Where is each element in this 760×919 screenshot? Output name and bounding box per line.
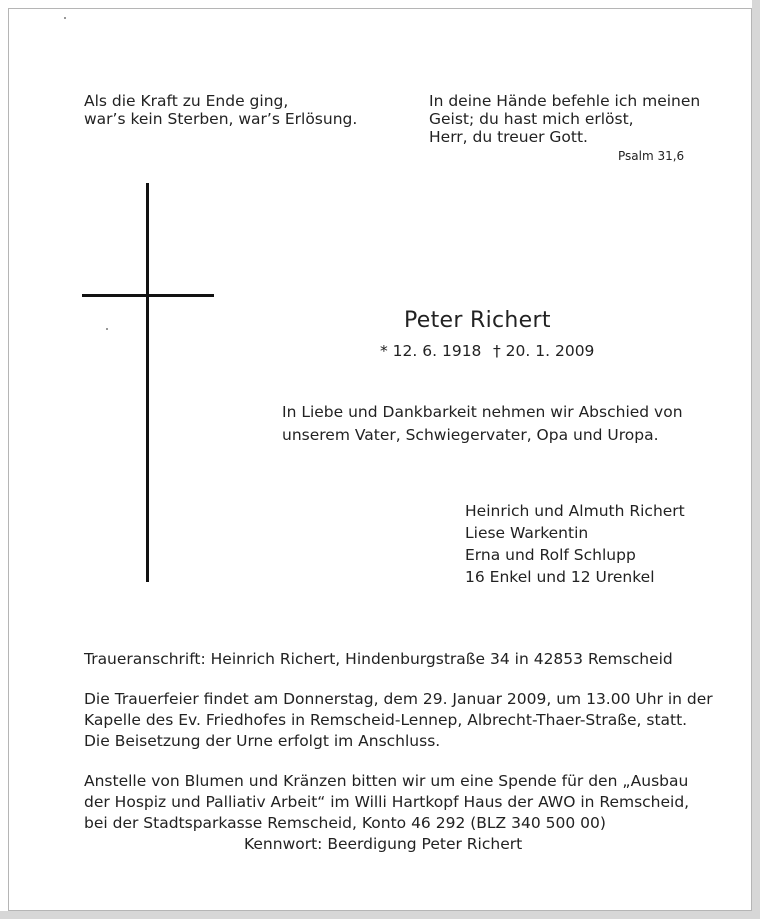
motto-left-line-1: Als die Kraft zu Ende ging, xyxy=(84,92,289,110)
mourning-address: Traueranschrift: Heinrich Richert, Hindenburgstraße 34 in 42853 Remscheid xyxy=(84,650,673,668)
mourner-line: Liese Warkentin xyxy=(465,524,589,542)
cross-icon xyxy=(146,183,149,582)
farewell-line-2: unserem Vater, Schwiegervater, Opa und Uropa. xyxy=(282,426,659,444)
funeral-line-1: Die Trauerfeier findet am Donnerstag, dem 29. Januar 2009, um 13.00 Uhr in der xyxy=(84,690,713,708)
scan-speck xyxy=(64,17,66,19)
mourner-line: 16 Enkel und 12 Urenkel xyxy=(465,568,655,586)
cross-icon-bar xyxy=(82,294,214,297)
donation-line-3: bei der Stadtsparkasse Remscheid, Konto 46 292 (BLZ 340 500 00) xyxy=(84,814,606,832)
farewell-line-1: In Liebe und Dankbarkeit nehmen wir Abschied von xyxy=(282,403,683,421)
scan-edge-bottom xyxy=(0,911,760,919)
donation-keyword: Kennwort: Beerdigung Peter Richert xyxy=(244,835,523,853)
motto-right-line-2: Geist; du hast mich erlöst, xyxy=(429,110,634,128)
death-date: † 20. 1. 2009 xyxy=(493,342,595,360)
funeral-line-2: Kapelle des Ev. Friedhofes in Remscheid-Lennep, Albrecht-Thaer-Straße, statt. xyxy=(84,711,688,729)
scan-edge-right xyxy=(752,0,760,919)
psalm-reference: Psalm 31,6 xyxy=(618,149,685,163)
donation-line-2: der Hospiz und Palliativ Arbeit“ im Willi Hartkopf Haus der AWO in Remscheid, xyxy=(84,793,690,811)
mourner-line: Erna und Rolf Schlupp xyxy=(465,546,636,564)
deceased-name: Peter Richert xyxy=(404,308,551,333)
motto-right-line-3: Herr, du treuer Gott. xyxy=(429,128,588,146)
motto-right-line-1: In deine Hände befehle ich meinen xyxy=(429,92,701,110)
birth-date: * 12. 6. 1918 xyxy=(380,342,482,360)
mourner-line: Heinrich und Almuth Richert xyxy=(465,502,685,520)
funeral-line-3: Die Beisetzung der Urne erfolgt im Anschluss. xyxy=(84,732,441,750)
scan-speck xyxy=(106,328,108,330)
motto-left-line-2: war’s kein Sterben, war’s Erlösung. xyxy=(84,110,358,128)
donation-line-1: Anstelle von Blumen und Kränzen bitten wir um eine Spende für den „Ausbau xyxy=(84,772,689,790)
